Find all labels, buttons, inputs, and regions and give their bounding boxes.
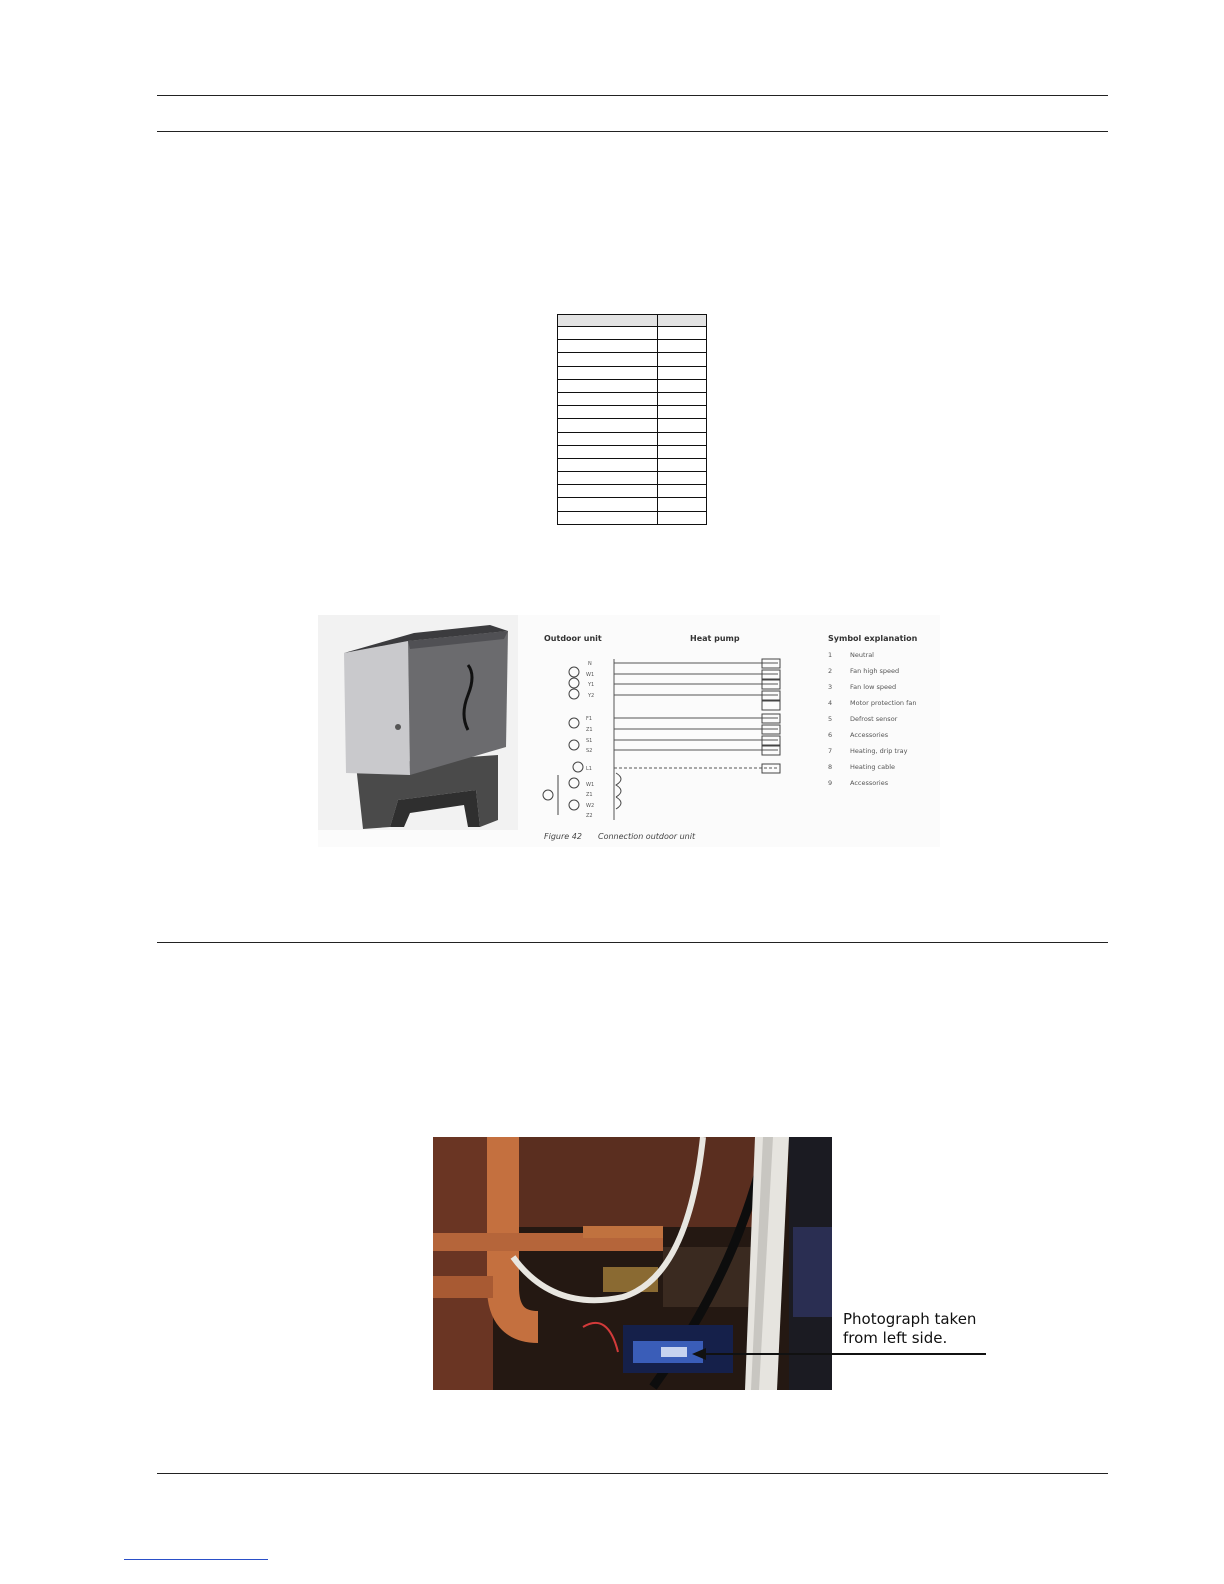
table-row	[558, 340, 707, 353]
symbol-text: Accessories	[850, 779, 889, 787]
table-row	[558, 472, 707, 485]
svg-text:W1: W1	[586, 782, 595, 788]
svg-text:N: N	[588, 661, 592, 667]
figure-caption-text: Connection outdoor unit	[598, 832, 696, 841]
svg-text:Z1: Z1	[586, 727, 593, 733]
header-rule-bottom	[157, 131, 1108, 132]
table-row	[558, 392, 707, 405]
table-row	[558, 432, 707, 445]
svg-text:L1: L1	[586, 766, 592, 772]
outdoor-unit-label: Outdoor unit	[544, 634, 602, 643]
symbol-text: Heating cable	[850, 763, 896, 771]
svg-text:S2: S2	[586, 748, 593, 754]
header-rule-top	[157, 95, 1108, 96]
symbol-number: 6	[828, 731, 833, 739]
table-header-row	[558, 315, 707, 327]
table-row	[558, 366, 707, 379]
section-rule	[157, 942, 1108, 943]
photo-caption-line1: Photograph taken	[843, 1310, 977, 1328]
svg-text:Y1: Y1	[588, 682, 595, 688]
table-row	[558, 419, 707, 432]
figure-caption-number: Figure 42	[544, 832, 582, 841]
symbol-explanation-title: Symbol explanation	[828, 634, 918, 643]
symbol-text: Accessories	[850, 731, 889, 739]
symbol-number: 1	[828, 651, 833, 659]
symbol-number: 9	[828, 779, 833, 787]
svg-text:W2: W2	[586, 803, 595, 809]
symbol-text: Fan high speed	[850, 667, 900, 675]
photo-caption	[843, 1310, 976, 1348]
symbol-text: Neutral	[850, 651, 874, 659]
svg-text:S1: S1	[586, 738, 593, 744]
table-row	[558, 379, 707, 392]
spec-table	[557, 314, 707, 525]
symbol-number: 7	[828, 747, 833, 755]
symbol-number: 3	[828, 683, 833, 691]
symbol-number: 2	[828, 667, 833, 675]
svg-text:Z1: Z1	[586, 792, 593, 798]
outdoor-unit-illustration	[318, 615, 518, 830]
outdoor-unit-connection-figure	[318, 615, 940, 847]
table-row	[558, 498, 707, 511]
table-row	[558, 445, 707, 458]
photo-caption-line2: from left side.	[843, 1329, 948, 1347]
symbol-number: 5	[828, 715, 833, 723]
svg-text:W1: W1	[586, 672, 595, 678]
wiring-diagram	[543, 634, 918, 841]
symbol-text: Defrost sensor	[850, 715, 898, 723]
table-row	[558, 327, 707, 340]
svg-text:Z2: Z2	[586, 813, 593, 819]
symbol-text: Motor protection fan	[850, 699, 917, 707]
table-row	[558, 458, 707, 471]
footer-rule	[157, 1473, 1108, 1474]
table-row	[558, 511, 707, 524]
table-row	[558, 353, 707, 366]
svg-text:F1: F1	[586, 716, 593, 722]
footer-link[interactable]	[124, 1559, 268, 1560]
symbol-number: 8	[828, 763, 833, 771]
symbol-text: Fan low speed	[850, 683, 897, 691]
symbol-text: Heating, drip tray	[850, 747, 908, 755]
heat-pump-label: Heat pump	[690, 634, 740, 643]
table-row	[558, 485, 707, 498]
svg-text:Y2: Y2	[588, 693, 595, 699]
table-row	[558, 406, 707, 419]
symbol-number: 4	[828, 699, 833, 707]
